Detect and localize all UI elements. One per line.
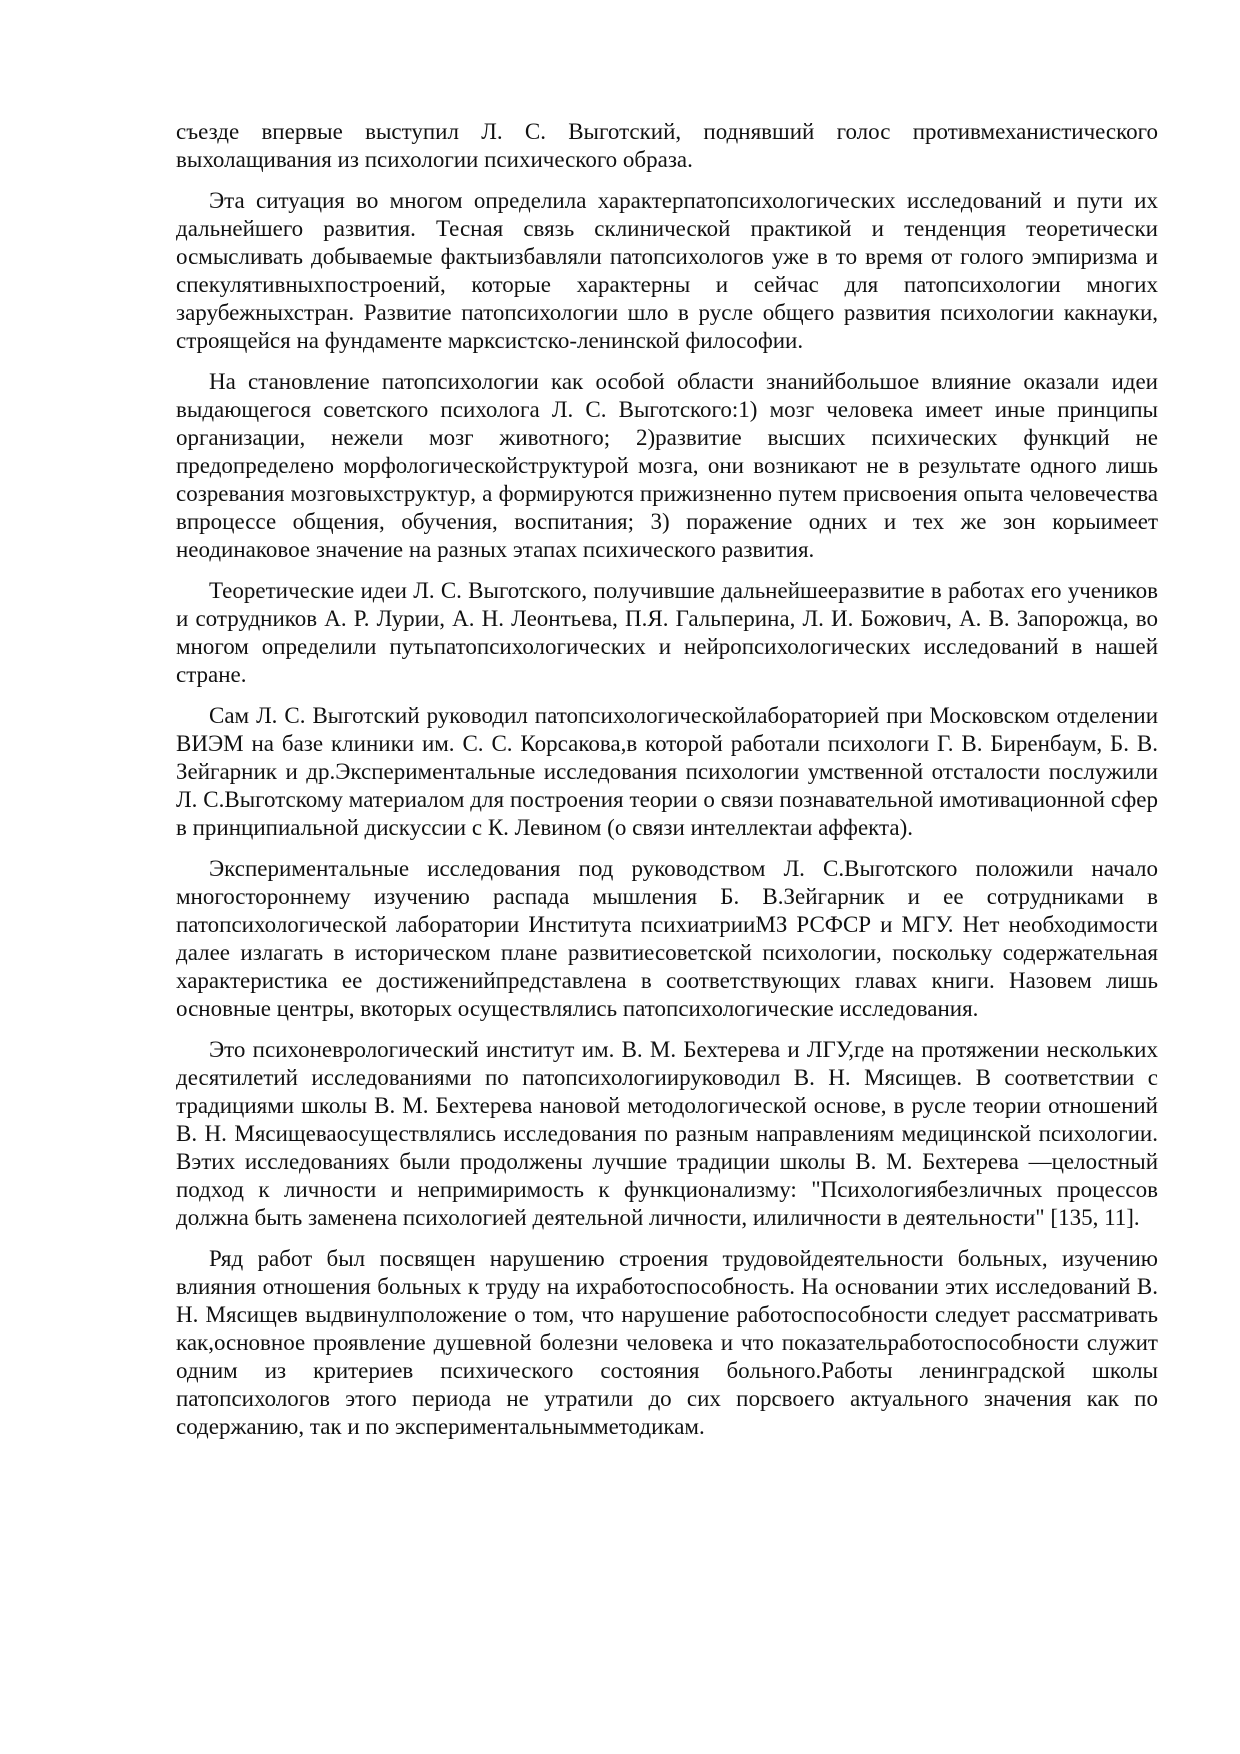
- paragraph-8: Ряд работ был посвящен нарушению строения трудовойдеятельности больных, изучению влияния отношения больных к труду на ихработоспособность. На основании этих исследований В. Н. Мясищев выдвинулположение о том, что нарушение работоспособности следует рассматривать как,основное проявление душевной болезни человека и что показательработоспособности служит одним из критериев психического состояния больного.Работы ленинградской школы патопсихологов этого периода не утратили до сих порсвоего актуального значения как по содержанию, так и по экспериментальнымметодикам.: [176, 1246, 1158, 1439]
- paragraph-7: Это психоневрологический институт им. В. М. Бехтерева и ЛГУ,где на протяжении нескольких десятилетий исследованиями по патопсихологиируководил В. Н. Мясищев. В соответствии с традициями школы В. М. Бехтерева нановой методологической основе, в русле теории отношений В. Н. Мясищеваосуществлялись исследования по разным направлениям медицинской психологии. Вэтих исследованиях были продолжены лучшие традиции школы В. М. Бехтерева —целостный подход к личности и непримиримость к функционализму: "Психологиябезличных процессов должна быть заменена психологией деятельной личности, илиличности в деятельности" [135, 11].: [176, 1037, 1158, 1230]
- paragraph-2: Эта ситуация во многом определила характерпатопсихологических исследований и пути их дальнейшего развития. Тесная связь склинической практикой и тенденция теоретически осмысливать добываемые фактыизбавляли патопсихологов уже в то время от голого эмпиризма и спекулятивныхпостроений, которые характерны и сейчас для патопсихологии многих зарубежныхстран. Развитие патопсихологии шло в русле общего развития психологии какнауки, строящейся на фундаменте марксистско-ленинской философии.: [176, 188, 1158, 353]
- paragraph-1: съезде впервые выступил Л. С. Выготский, поднявший голос противмеханистического выхолащивания из психологии психического образа.: [176, 119, 1158, 172]
- paragraph-4: Теоретические идеи Л. С. Выготского, получившие дальнейшееразвитие в работах его учеников и сотрудников А. Р. Лурии, А. Н. Леонтьева, П.Я. Гальперина, Л. И. Божович, А. В. Запорожца, во многом определили путьпатопсихологических и нейропсихологических исследований в нашей стране.: [176, 578, 1158, 687]
- paragraph-3: На становление патопсихологии как особой области знанийбольшое влияние оказали идеи выдающегося советского психолога Л. С. Выготского:1) мозг человека имеет иные принципы организации, нежели мозг животного; 2)развитие высших психических функций не предопределено морфологическойструктурой мозга, они возникают не в результате одного лишь созревания мозговыхструктур, а формируются прижизненно путем присвоения опыта человечества впроцессе общения, обучения, воспитания; 3) поражение одних и тех же зон корыимеет неодинаковое значение на разных этапах психического развития.: [176, 369, 1158, 562]
- document-page: [176, 118, 1158, 1454]
- paragraph-5: Сам Л. С. Выготский руководил патопсихологическойлабораторией при Московском отделении ВИЭМ на базе клиники им. С. С. Корсакова,в которой работали психологи Г. В. Биренбаум, Б. В. Зейгарник и др.Экспериментальные исследования психологии умственной отсталости послужили Л. С.Выготскому материалом для построения теории о связи познавательной имотивационной сфер в принципиальной дискуссии с К. Левином (о связи интеллектаи аффекта).: [176, 703, 1158, 840]
- paragraph-6: Экспериментальные исследования под руководством Л. С.Выготского положили начало многостороннему изучению распада мышления Б. В.Зейгарник и ее сотрудниками в патопсихологической лаборатории Института психиатрииМЗ РСФСР и МГУ. Нет необходимости далее излагать в историческом плане развитиесоветской психологии, поскольку содержательная характеристика ее достиженийпредставлена в соответствующих главах книги. Назовем лишь основные центры, вкоторых осуществлялись патопсихологические исследования.: [176, 856, 1158, 1021]
